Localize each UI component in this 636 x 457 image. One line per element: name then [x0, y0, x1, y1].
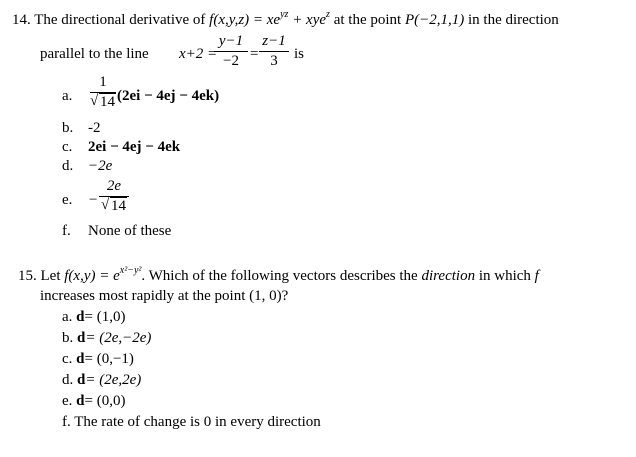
q14-option-d-letter: d.	[62, 158, 74, 174]
q14-at-point: at the point	[333, 12, 402, 28]
q14-line1	[12, 9, 559, 29]
q14-in-direction: in the direction	[467, 12, 559, 28]
q14-option-c-letter: c.	[62, 139, 73, 155]
q14-option-a-vector: (2ei − 4ej − 4ek)	[117, 88, 220, 104]
q14-option-b-letter: b.	[62, 120, 74, 136]
q14-option-e-letter: e.	[62, 192, 73, 208]
q15-number: 15.	[18, 268, 37, 284]
q14-option-b-value: -2	[88, 120, 101, 136]
q14-option-e-fraction: 2e √ 14	[99, 178, 129, 215]
q14-fraction-y: y−1 −2	[214, 33, 248, 70]
q15-line1	[18, 265, 539, 285]
q14-equals: =	[250, 46, 259, 62]
q15-let: Let	[40, 268, 61, 284]
q15-stem-b: in which	[478, 268, 531, 284]
q14-function: $f(x,y,z) = xe^{yz} + xye^z$	[209, 9, 330, 28]
q15-option-d: d. d= (2e,2e)	[62, 372, 142, 388]
q15-direction-word: direction	[421, 268, 476, 284]
q14-option-a-coefficient: 1 √ 14	[90, 74, 115, 110]
q15-option-b: b. d= (2e,−2e)	[62, 330, 152, 346]
q14-is: is	[294, 46, 305, 62]
q14-stem: The directional derivative of	[34, 12, 206, 28]
q14-option-e-sign: −	[89, 192, 98, 208]
q15-stem: . Which of the following vectors describes the	[141, 268, 418, 284]
q15-option-e: e. d= (0,0)	[62, 393, 126, 409]
q14-option-f-value: None of these	[88, 223, 172, 239]
q14-number: 14.	[12, 12, 31, 28]
q14-point: P(−2,1,1)	[404, 12, 465, 28]
q14-option-f-letter: f.	[62, 223, 71, 239]
q15-line2: increases most rapidly at the point (1, 0)?	[40, 288, 289, 304]
q14-parallel-label: parallel to the line	[40, 46, 149, 62]
q14-line-x: x+2 =	[179, 46, 218, 62]
q14-option-c-value: 2ei − 4ej − 4ek	[88, 139, 181, 155]
q14-fraction-z: z−1 3	[259, 33, 289, 70]
q15-f: f	[534, 268, 539, 284]
q15-function: $f(x,y) = e^{x^2-y^2}$	[64, 265, 142, 284]
q14-option-a-letter: a.	[62, 88, 73, 104]
q14-option-d-value: −2e	[88, 158, 113, 174]
q15-option-a: a. d= (1,0)	[62, 309, 126, 325]
q15-option-c: c. d= (0,−1)	[62, 351, 134, 367]
q15-option-f: f. The rate of change is 0 in every direction	[62, 414, 321, 430]
